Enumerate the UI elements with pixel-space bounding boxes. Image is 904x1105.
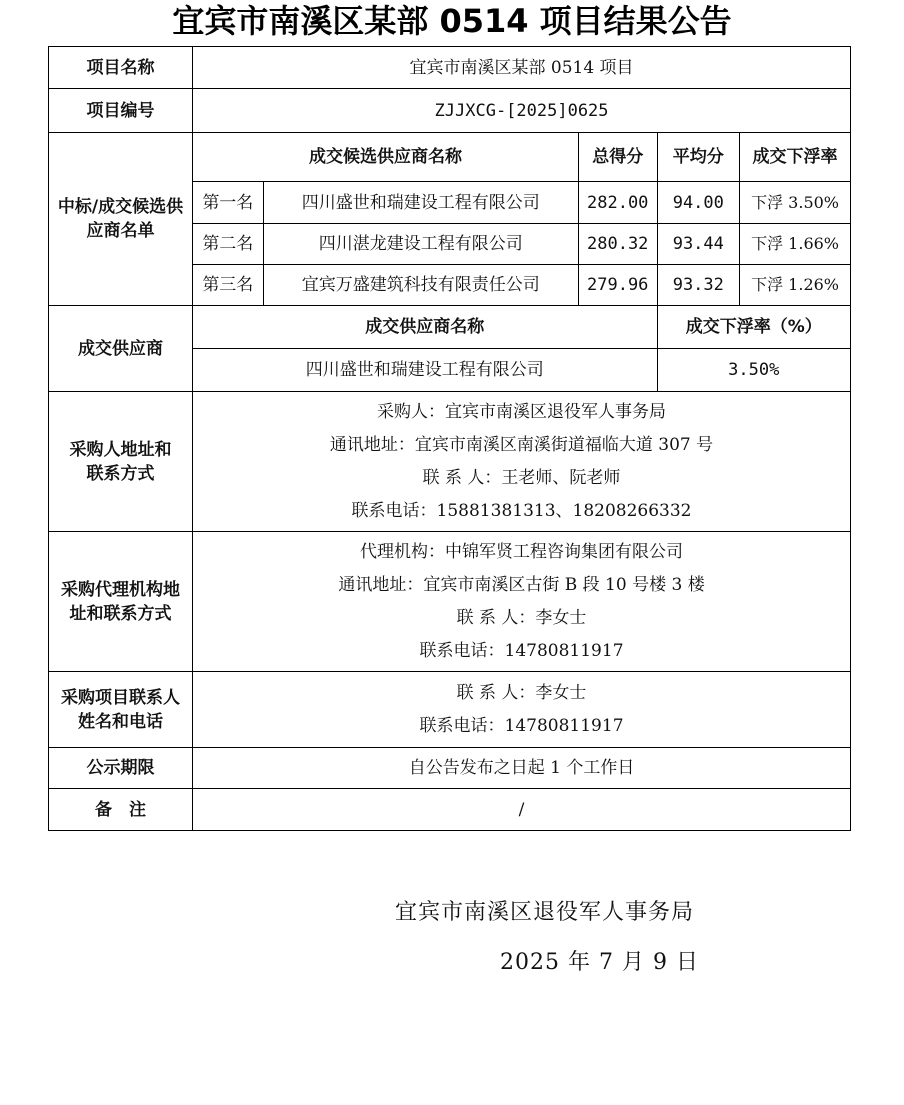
candidate-total: 280.32 <box>578 224 657 265</box>
candidate-rate: 下浮 1.26% <box>740 265 851 306</box>
candidate-total: 282.00 <box>578 182 657 224</box>
agency-row <box>49 532 851 672</box>
candidate-rank: 第三名 <box>193 265 264 306</box>
remarks-label: 备 注 <box>49 789 193 831</box>
candidate-average: 94.00 <box>657 182 740 224</box>
agency-phone: 联系电话：14780811917 <box>419 640 624 661</box>
agency-address: 通讯地址：宜宾市南溪区古街 B 段 10 号楼 3 楼 <box>338 574 705 595</box>
project-name-value: 宜宾市南溪区某部 0514 项目 <box>193 47 851 89</box>
project-name-label: 项目名称 <box>49 47 193 89</box>
purchaser-name: 采购人：宜宾市南溪区退役军人事务局 <box>377 401 667 422</box>
candidate-name: 宜宾万盛建筑科技有限责任公司 <box>263 265 578 306</box>
purchaser-address: 通讯地址：宜宾市南溪区南溪街道福临大道 307 号 <box>329 434 714 455</box>
candidates-header-row <box>49 133 851 182</box>
candidate-name: 四川湛龙建设工程有限公司 <box>263 224 578 265</box>
candidates-header-average: 平均分 <box>657 133 740 182</box>
notice-title: 宜宾市南溪区某部 0514 项目结果公告 <box>172 2 732 40</box>
candidate-rank: 第二名 <box>193 224 264 265</box>
purchaser-phone: 联系电话：15881381313、18208266332 <box>351 500 692 521</box>
project-contact-row <box>49 672 851 748</box>
winner-header-name: 成交供应商名称 <box>193 306 657 349</box>
issuing-organization: 宜宾市南溪区退役军人事务局 <box>395 900 695 925</box>
candidates-label: 中标/成交候选供应商名单 <box>49 133 193 306</box>
winner-name: 四川盛世和瑞建设工程有限公司 <box>193 349 657 392</box>
project-number-value: ZJJXCG-[2025]0625 <box>193 89 851 133</box>
candidate-name: 四川盛世和瑞建设工程有限公司 <box>263 182 578 224</box>
agency-contact: 联 系 人：李女士 <box>456 607 587 628</box>
project-contact-person: 联 系 人：李女士 <box>456 682 587 703</box>
agency-info <box>193 532 851 672</box>
candidate-rank: 第一名 <box>193 182 264 224</box>
purchaser-info <box>193 392 851 532</box>
publicity-label: 公示期限 <box>49 748 193 789</box>
purchaser-row <box>49 392 851 532</box>
purchaser-contact: 联 系 人：王老师、阮老师 <box>422 467 621 488</box>
remarks-value: / <box>193 789 851 831</box>
agency-name: 代理机构：中锦军贤工程咨询集团有限公司 <box>360 541 684 562</box>
issue-date: 2025 年 7 月 9 日 <box>500 950 699 975</box>
project-number-row <box>49 89 851 133</box>
purchaser-label: 采购人地址和联系方式 <box>49 392 193 532</box>
project-contact-info <box>193 672 851 748</box>
candidates-header-name: 成交候选供应商名称 <box>193 133 579 182</box>
publicity-row <box>49 748 851 789</box>
publicity-value: 自公告发布之日起 1 个工作日 <box>193 748 851 789</box>
candidate-average: 93.44 <box>657 224 740 265</box>
result-table <box>48 46 851 831</box>
candidates-header-total: 总得分 <box>578 133 657 182</box>
candidates-header-rate: 成交下浮率 <box>740 133 851 182</box>
candidate-average: 93.32 <box>657 265 740 306</box>
winner-label: 成交供应商 <box>49 306 193 392</box>
winner-rate: 3.50% <box>657 349 851 392</box>
candidate-rate: 下浮 1.66% <box>740 224 851 265</box>
winner-header-row <box>49 306 851 349</box>
project-contact-phone: 联系电话：14780811917 <box>419 715 624 736</box>
candidate-rate: 下浮 3.50% <box>740 182 851 224</box>
project-contact-label: 采购项目联系人姓名和电话 <box>49 672 193 748</box>
candidate-total: 279.96 <box>578 265 657 306</box>
winner-header-rate: 成交下浮率（%） <box>657 306 851 349</box>
remarks-row <box>49 789 851 831</box>
project-number-label: 项目编号 <box>49 89 193 133</box>
project-name-row <box>49 47 851 89</box>
agency-label: 采购代理机构地址和联系方式 <box>49 532 193 672</box>
